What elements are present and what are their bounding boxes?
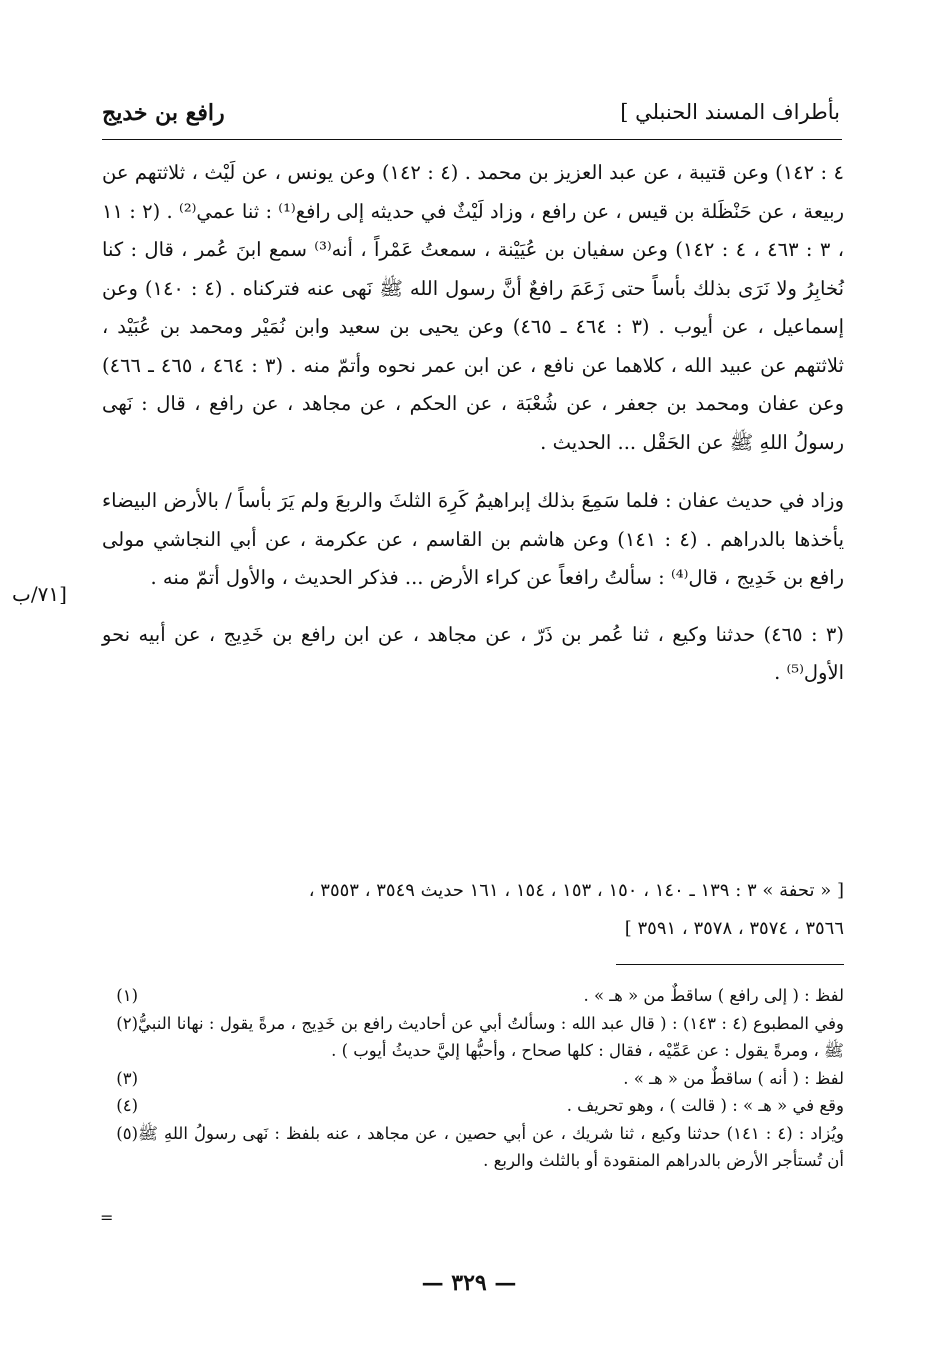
- header-rule: [102, 139, 842, 140]
- running-header-book-title: بأطراف المسند الحنبلي ]: [620, 100, 840, 124]
- running-header-section-title: رافع بن خديج: [102, 100, 225, 126]
- footnote-number: (٢): [116, 1013, 138, 1033]
- tuhfa-line-2: ٣٥٦٦ ، ٣٥٧٤ ، ٣٥٧٨ ، ٣٥٩١ ]: [624, 918, 844, 939]
- footnote: [102, 1065, 844, 1093]
- footnote-text: لفظ : ( أنه ) ساقطٌ من « هـ » .: [623, 1068, 844, 1088]
- footnote-text: وفي المطبوع (٤ : ١٤٣) : ( قال عبد الله : وسألتُ أبي عن أحاديث رافع بن خَدِيج ، مرةً يقول : نهانا النبيُّ ﷺ ، ومرةً يقول : عن عَمِّيْه ، فقال : كلها صحاح ، وأحبُّها إليَّ حديثُ أيوب ) .: [138, 1013, 844, 1060]
- tuhfa-reference: [102, 872, 844, 948]
- footnotes: [102, 982, 844, 1175]
- footnote: [102, 1092, 844, 1120]
- footnote-number: (٤): [116, 1096, 138, 1115]
- footnote: [102, 1120, 844, 1175]
- paragraph-2: وزاد في حديث عفان : فلما سَمِعَ بذلك إبراهيمُ كَرِهَ الثلثَ والربعَ ولم يَرَ بأساً / بالأرض البيضاء يأخذها بالدراهم . (٤ : ١٤١) وعن هاشم بن القاسم ، عن عكرمة ، عن أبي النجاشي مولى رافع بن خَدِيج ، قال⁽⁴⁾ : سألتُ رافعاً عن كراء الأرض ... فذكر الحديث ، والأول أتمّ منه .: [102, 489, 845, 589]
- footnote-text: لفظ : ( إلى رافع ) ساقطٌ من « هـ » .: [583, 986, 844, 1005]
- footnote: [102, 1010, 844, 1065]
- tuhfa-line-1: [ « تحفة » ٣ : ١٣٩ ـ ١٤٠ ، ١٥٠ ، ١٥٣ ، ١٥٤ ، ١٦١ حديث ٣٥٤٩ ، ٣٥٥٣ ،: [308, 880, 844, 901]
- page-number: — ٣٢٩ —: [421, 1270, 517, 1296]
- margin-folio-note: [٧١/ب: [12, 582, 67, 606]
- footnote-number: (١): [116, 986, 138, 1005]
- footnote: [102, 982, 844, 1010]
- main-text: [102, 154, 844, 693]
- footnote-separator: [616, 964, 844, 965]
- paragraph-1: ٤ : ١٤٢) وعن قتيبة ، عن عبد العزيز بن محمد . (٤ : ١٤٢) وعن يونس ، عن لَيْث ، ثلاثتهم عن ربيعة ، عن حَنْظَلة بن قيس ، عن رافع ، وزاد لَيْثٌ في حديثه إلى رافع⁽¹⁾ : ثنا عمي⁽²⁾ . (٢ : ١١ ، ٣ : ٤٦٣ ، ٤ : ١٤٢) وعن سفيان بن عُيَيْنة ، سمعتُ عَمْراً ، أنه⁽³⁾ سمع ابنَ عُمر ، قال : كنا نُخابِرُ ولا نَرَى بذلك بأساً حتى زَعَمَ رافعٌ أنَّ رسول الله ﷺ نَهى عنه فتركناه . (٤ : ١٤٠) وعن إسماعيل ، عن أيوب . (٣ : ٤٦٤ ـ ٤٦٥) وعن يحيى بن سعيد وابن نُمَيْر ومحمد بن عُبَيْد ، ثلاثتهم عن عبيد الله ، كلاهما عن نافع ، عن ابن عمر نحوه وأتمّ منه . (٣ : ٤٦٤ ، ٤٦٥ ـ ٤٦٦) وعن عفان ومحمد بن جعفر ، عن شُعْبَة ، عن الحكم ، عن مجاهد ، عن رافع ، قال : نَهى رسولُ اللهِ ﷺ عن الحَقْل ... الحديث .: [102, 161, 845, 454]
- footnote-number: (٣): [116, 1068, 138, 1088]
- footnote-number: (٥): [116, 1123, 138, 1143]
- footnote-text: ويُزاد : (٤ : ١٤١) حدثنا وكيع ، ثنا شريك ، عن أبي حصين ، عن مجاهد ، عنه بلفظ : نَهى رسولُ اللهِ ﷺ أن تُستأجر الأرض بالدراهم المنقودة أو بالثلث والربع .: [138, 1123, 844, 1170]
- footnote-text: وقع في « هـ » : ( قالت ) ، وهو تحريف .: [566, 1096, 844, 1115]
- continuation-mark: =: [100, 1208, 114, 1227]
- paragraph-3: (٣ : ٤٦٥) حدثنا وكيع ، ثنا عُمر بن ذَرّ ، عن مجاهد ، عن ابن رافع بن خَدِيج ، عن أبيه نحو الأول⁽⁵⁾ .: [102, 622, 844, 684]
